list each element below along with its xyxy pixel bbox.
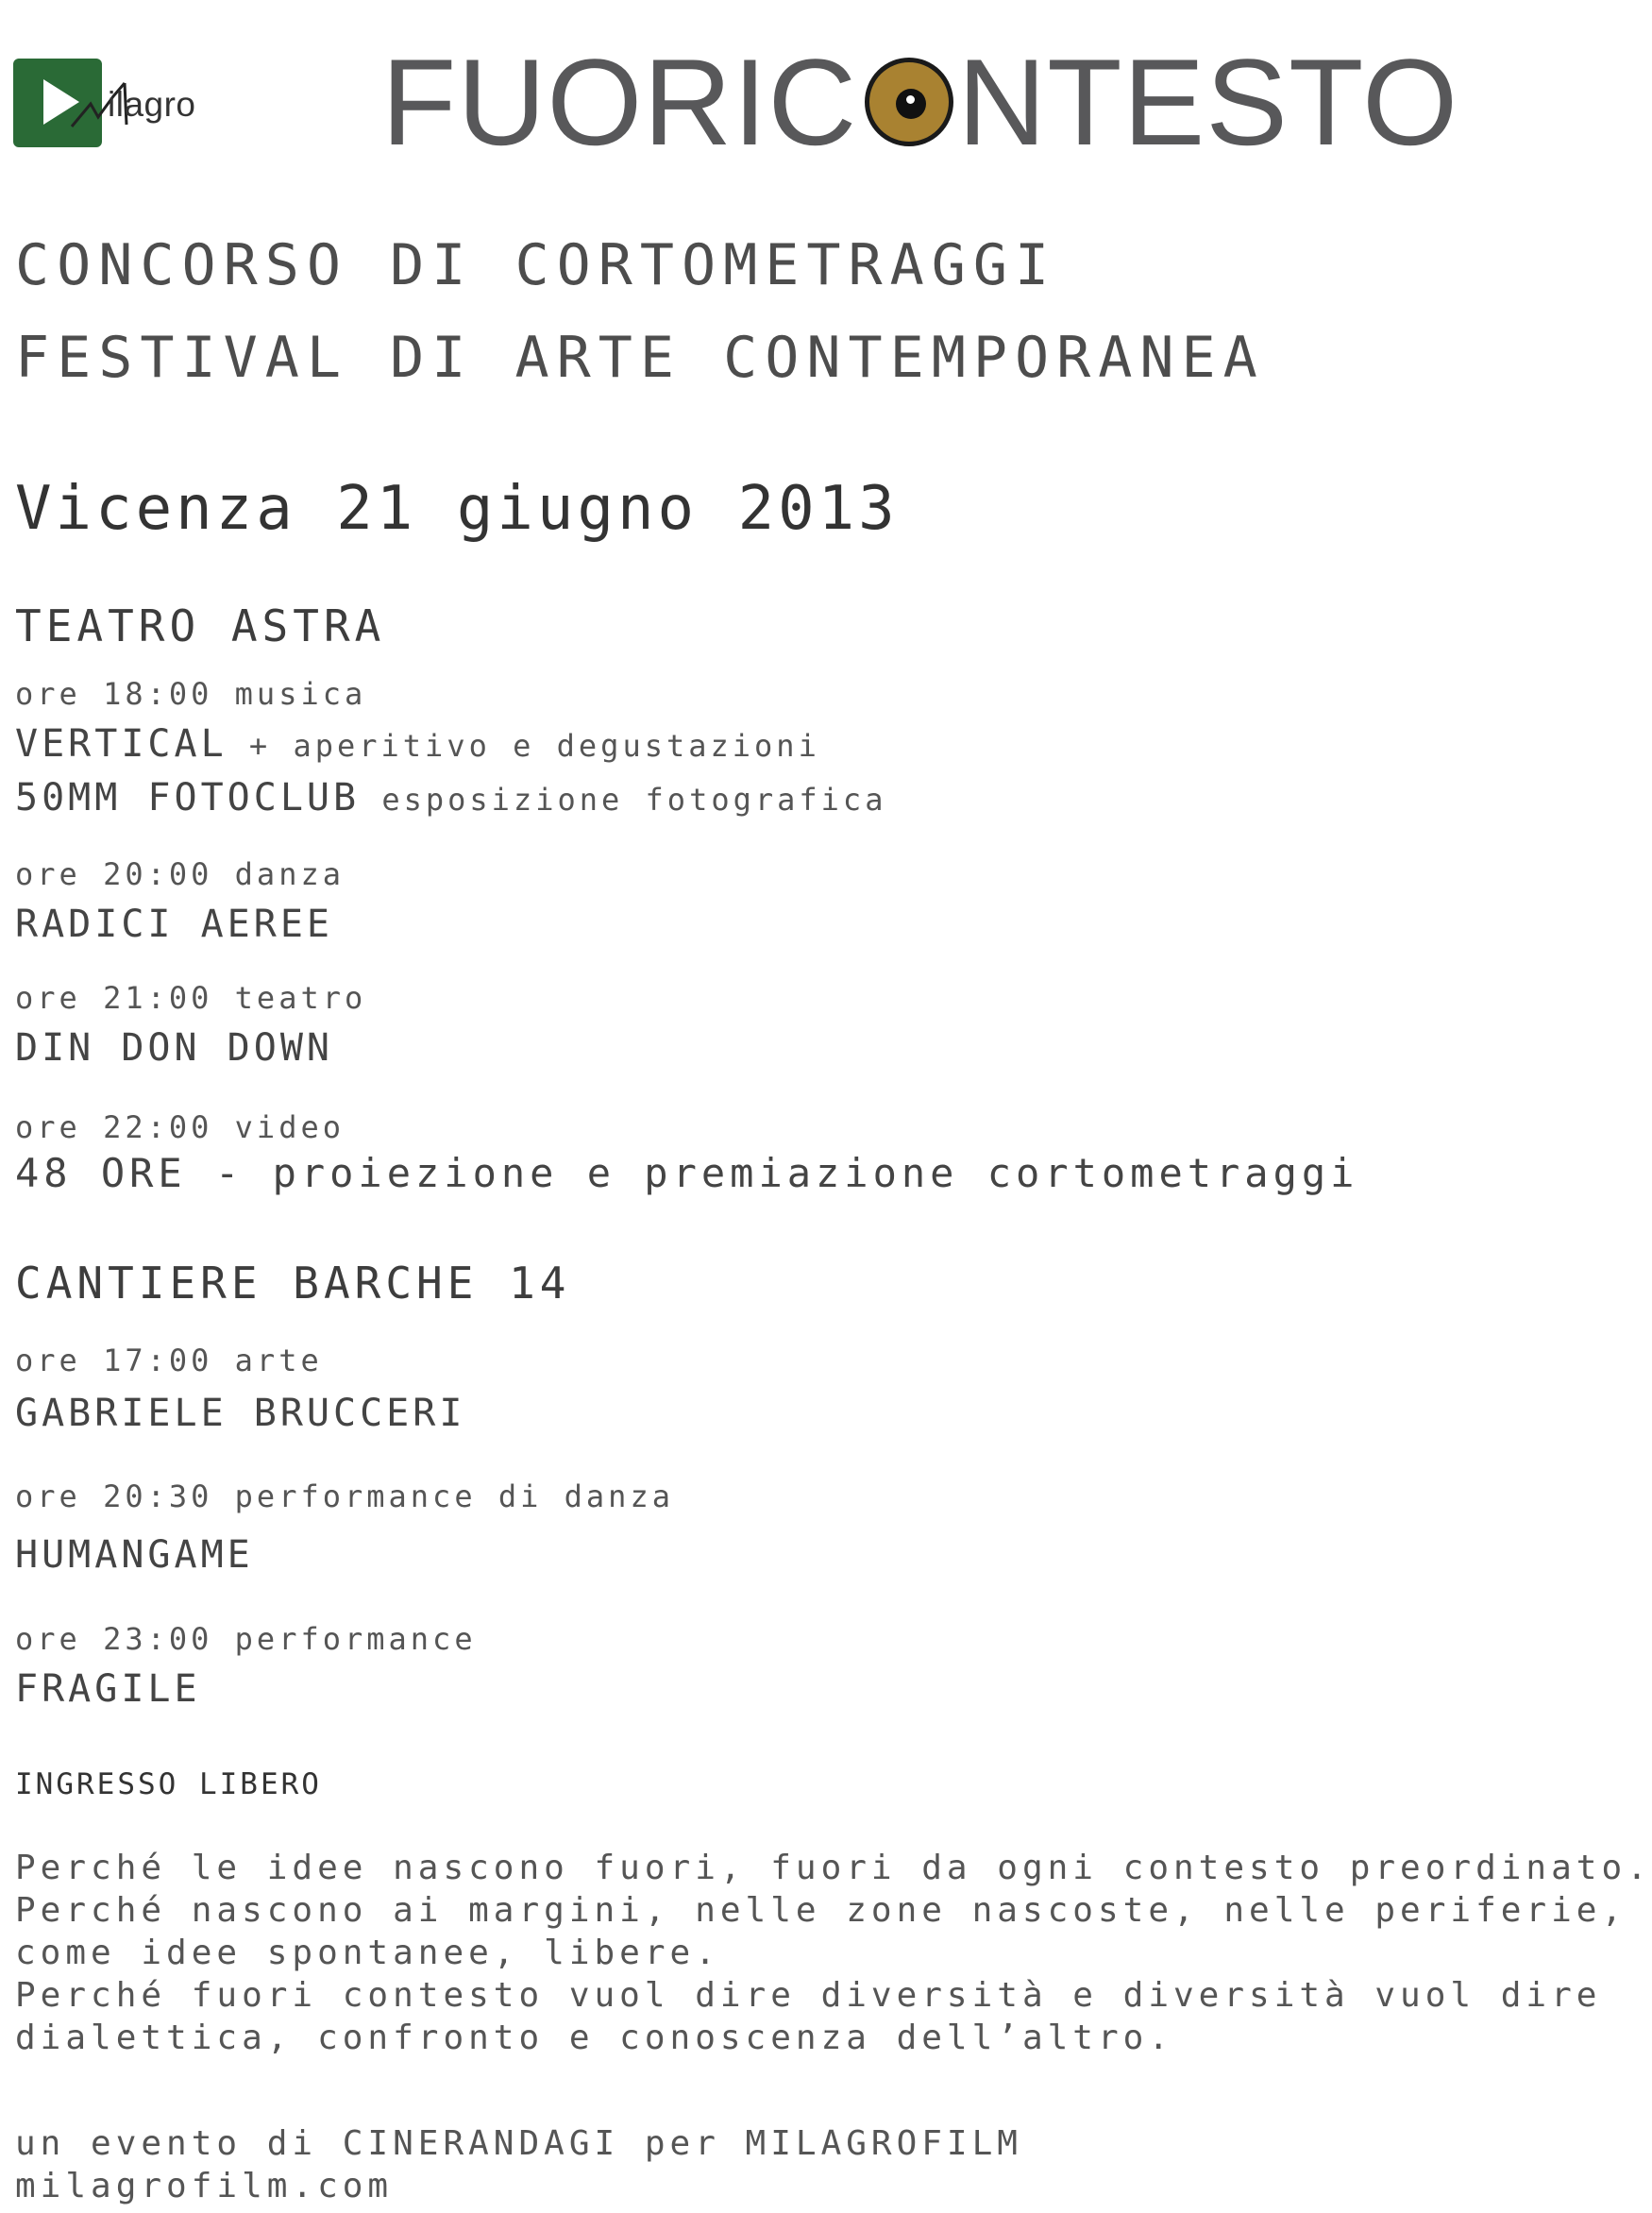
paragraph-line: Perché le idee nascono fuori, fuori da ogni contesto preordinato. [15,1849,1652,1887]
event-time: ore 23:00 performance [15,1621,477,1657]
event-time: ore 20:00 danza [15,856,345,892]
eye-icon [865,58,953,146]
organizer-line: un evento di CINERANDAGI per MILAGROFILM [15,2124,1022,2163]
act-title: DIN DON DOWN [15,1026,333,1070]
event-time: ore 18:00 musica [15,676,367,712]
description-paragraph [15,1847,1652,2059]
act-title: 50MM FOTOCLUB [15,776,361,819]
act-title: FRAGILE [15,1667,201,1711]
act-title: HUMANGAME [15,1533,254,1577]
title-left: FUORIC [381,33,858,171]
subtitle-line-1: CONCORSO DI CORTOMETRAGGI [15,232,1057,298]
title-right: NTESTO [957,33,1459,171]
venue-name: TEATRO ASTRA [15,600,386,651]
act-title: 48 ORE - proiezione e premiazione cortometraggi [15,1150,1359,1196]
subtitle-line-2: FESTIVAL DI ARTE CONTEMPORANEA [15,325,1265,391]
logo-wordmark: ilagro [108,85,196,124]
paragraph-line: Perché fuori contesto vuol dire diversità e diversità vuol dire [15,1976,1602,2015]
act-line [15,776,886,819]
festival-title [381,33,1459,171]
event-date: Vicenza 21 giugno 2013 [15,474,899,544]
event-time: ore 17:00 arte [15,1343,323,1378]
entry-note: INGRESSO LIBERO [15,1767,322,1801]
act-title: VERTICAL [15,722,228,766]
act-note: + aperitivo e degustazioni [227,728,820,764]
act-title: GABRIELE BRUCCERI [15,1392,466,1435]
act-note: esposizione fotografica [360,782,887,818]
act-title: RADICI AEREE [15,903,333,946]
milagro-logo [13,59,221,149]
event-time: ore 21:00 teatro [15,980,367,1016]
act-line [15,722,820,766]
event-time: ore 22:00 video [15,1109,345,1145]
paragraph-line: Perché nascono ai margini, nelle zone nascoste, nelle periferie, [15,1891,1627,1930]
website-link[interactable]: milagrofilm.com [15,2167,394,2205]
pupil-icon [896,89,926,119]
footer [15,2122,1022,2207]
venue-name: CANTIERE BARCHE 14 [15,1258,571,1309]
paragraph-line: dialettica, confronto e conoscenza dell’altro. [15,2019,1173,2057]
event-time: ore 20:30 performance di danza [15,1478,674,1514]
paragraph-line: come idee spontanee, libere. [15,1934,720,1972]
